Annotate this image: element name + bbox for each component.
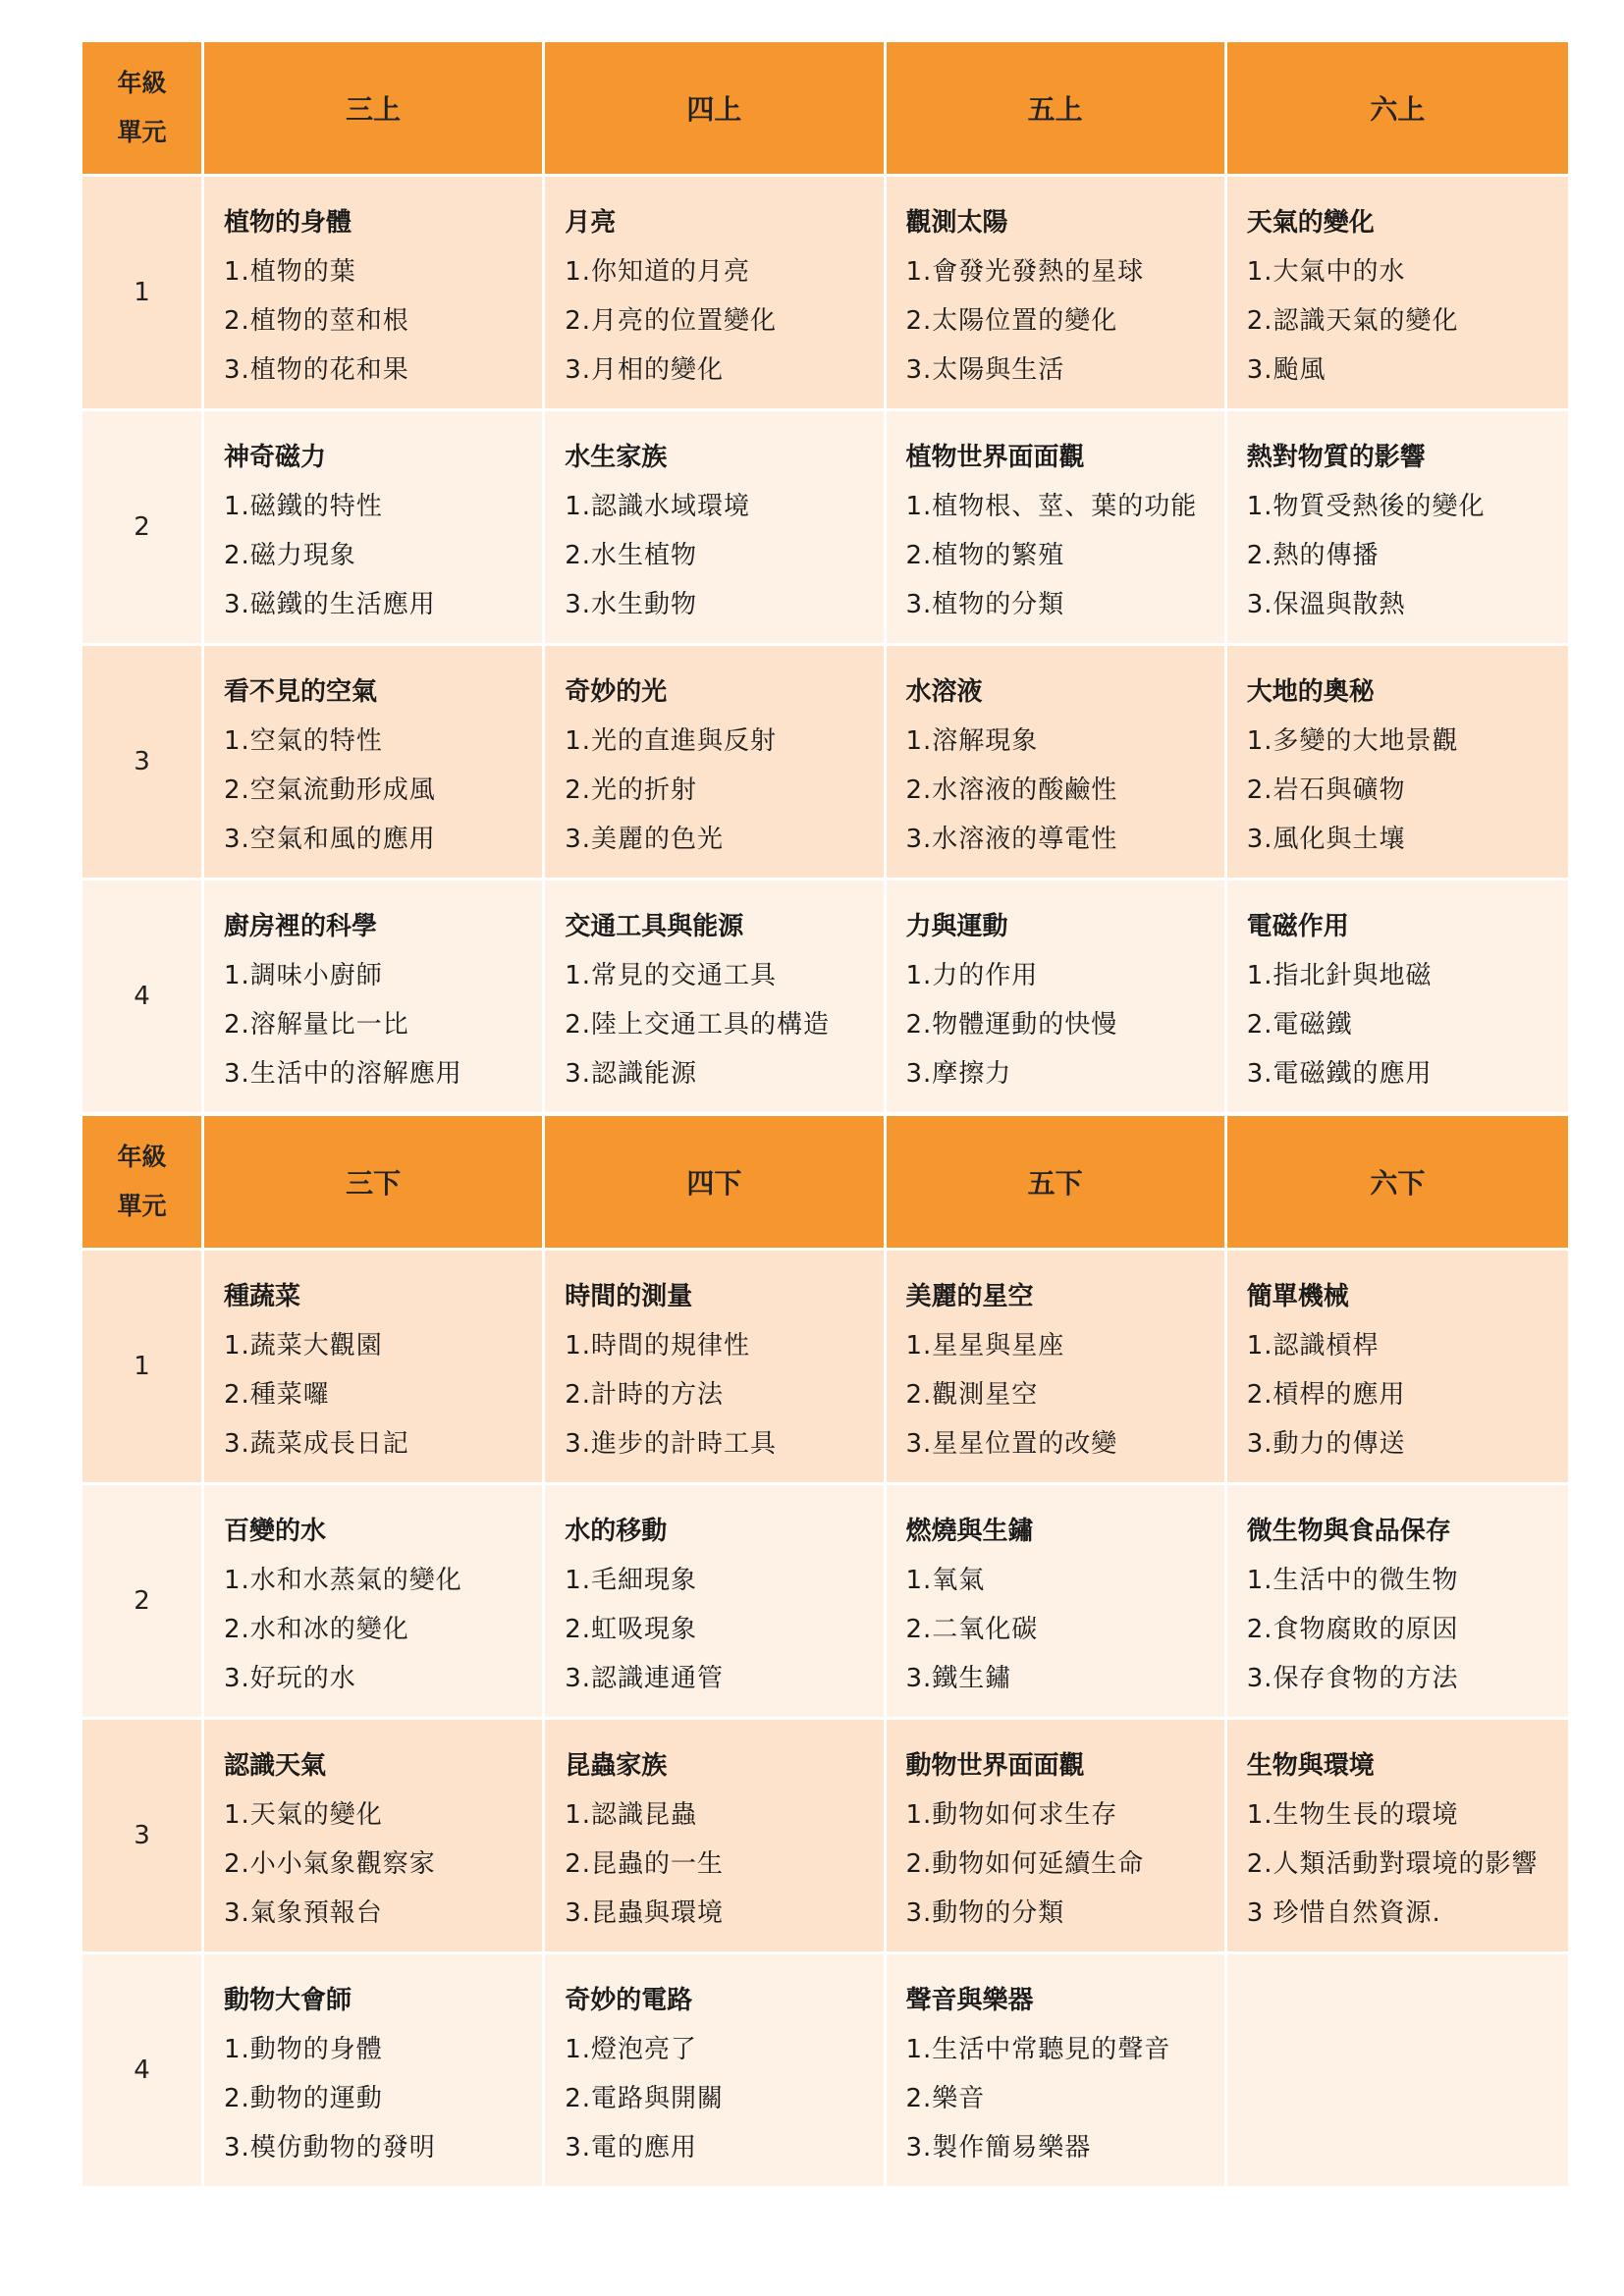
unit-title: 奇妙的光 [565, 677, 668, 707]
unit-cell [1227, 1720, 1568, 1954]
grade-header [545, 42, 886, 177]
unit-row [82, 881, 1568, 1115]
unit-row [82, 177, 1568, 411]
unit-cell [545, 1720, 886, 1954]
unit-item: 2.植物的莖和根 [224, 306, 409, 336]
unit-cell [204, 411, 545, 646]
unit-title: 植物的身體 [224, 208, 352, 238]
unit-row [82, 1251, 1568, 1485]
unit-item: 2.光的折射 [565, 775, 698, 805]
unit-cell [204, 646, 545, 881]
unit-item: 2.認識天氣的變化 [1246, 306, 1459, 336]
unit-item: 3.水溶液的導電性 [905, 825, 1118, 854]
unit-title: 力與運動 [905, 912, 1008, 941]
unit-item: 2.物體運動的快慢 [905, 1010, 1118, 1040]
unit-item: 2.種菜囉 [224, 1380, 330, 1410]
unit-item: 2.溶解量比一比 [224, 1010, 409, 1040]
unit-item: 1.時間的規律性 [565, 1331, 751, 1361]
grade-header [887, 42, 1227, 177]
unit-item: 1.蔬菜大觀園 [224, 1331, 383, 1361]
unit-item: 3.電的應用 [565, 2133, 698, 2163]
unit-title: 月亮 [565, 208, 617, 238]
unit-item: 3.保存食物的方法 [1246, 1664, 1459, 1693]
unit-title: 水的移動 [565, 1517, 668, 1546]
unit-item: 1.氧氣 [905, 1566, 986, 1595]
unit-title: 電磁作用 [1246, 912, 1349, 941]
unit-title: 動物世界面面觀 [905, 1751, 1085, 1781]
unit-item: 3.好玩的水 [224, 1664, 356, 1693]
unit-item: 1.磁鐵的特性 [224, 492, 383, 521]
unit-item: 3.空氣和風的應用 [224, 825, 436, 854]
unit-item: 1.指北針與地磁 [1246, 961, 1433, 990]
unit-row [82, 1954, 1568, 2189]
unit-item: 2.小小氣象觀察家 [224, 1849, 436, 1879]
unit-item: 3.認識能源 [565, 1059, 698, 1089]
unit-item: 2.計時的方法 [565, 1380, 725, 1410]
unit-item: 2.虹吸現象 [565, 1615, 698, 1644]
unit-item: 3.認識連通管 [565, 1664, 725, 1693]
unit-cell [545, 411, 886, 646]
unit-number: 1 [82, 1251, 204, 1485]
unit-item: 2.磁力現象 [224, 541, 356, 570]
unit-item: 1.大氣中的水 [1246, 257, 1406, 287]
grade-header [204, 42, 545, 177]
unit-title: 百變的水 [224, 1517, 327, 1546]
grade-name: 六上 [1370, 93, 1426, 126]
unit-item: 3.磁鐵的生活應用 [224, 590, 436, 619]
grade-label: 年級 [117, 69, 167, 97]
unit-item: 1.認識昆蟲 [565, 1800, 698, 1830]
corner-header [82, 42, 204, 177]
unit-cell [1227, 1251, 1568, 1485]
unit-item: 3 珍惜自然資源. [1246, 1898, 1441, 1928]
unit-item: 2.動物如何延續生命 [905, 1849, 1145, 1879]
unit-item: 1.動物如何求生存 [905, 1800, 1118, 1830]
curriculum-table-second-semester [82, 1116, 1568, 2189]
unit-item: 2.植物的繁殖 [905, 541, 1065, 570]
unit-item: 1.溶解現象 [905, 726, 1039, 756]
unit-item: 1.力的作用 [905, 961, 1039, 990]
unit-item: 1.認識槓桿 [1246, 1331, 1380, 1361]
unit-item: 2.電路與開關 [565, 2084, 725, 2113]
corner-header [82, 1116, 204, 1251]
unit-title: 奇妙的電路 [565, 1986, 693, 2015]
unit-item: 3.水生動物 [565, 590, 698, 619]
unit-cell [887, 1720, 1227, 1954]
unit-cell [887, 411, 1227, 646]
unit-item: 1.燈泡亮了 [565, 2035, 698, 2064]
unit-title: 美麗的星空 [905, 1282, 1034, 1311]
unit-title: 種蔬菜 [224, 1282, 301, 1311]
grade-name: 四下 [686, 1167, 742, 1200]
unit-item: 3.氣象預報台 [224, 1898, 383, 1928]
unit-number: 3 [82, 1720, 204, 1954]
unit-cell [887, 177, 1227, 411]
unit-item: 3.鐵生鏽 [905, 1664, 1012, 1693]
unit-item: 1.水和水蒸氣的變化 [224, 1566, 462, 1595]
unit-number: 4 [82, 1954, 204, 2189]
grade-name: 三下 [346, 1167, 402, 1200]
unit-item: 3.生活中的溶解應用 [224, 1059, 462, 1089]
grade-name: 四上 [686, 93, 742, 126]
unit-item: 1.動物的身體 [224, 2035, 383, 2064]
unit-cell [545, 1251, 886, 1485]
unit-cell [204, 1251, 545, 1485]
grade-label: 年級 [117, 1143, 167, 1171]
unit-item: 3.美麗的色光 [565, 825, 725, 854]
unit-item: 3.製作簡易樂器 [905, 2133, 1092, 2163]
unit-cell [1227, 411, 1568, 646]
unit-item: 3.月相的變化 [565, 355, 725, 385]
unit-item: 1.多變的大地景觀 [1246, 726, 1459, 756]
unit-row [82, 411, 1568, 646]
unit-row [82, 1720, 1568, 1954]
unit-cell [887, 646, 1227, 881]
unit-item: 3.星星位置的改變 [905, 1429, 1118, 1459]
unit-item: 2.月亮的位置變化 [565, 306, 778, 336]
unit-item: 3.蔬菜成長日記 [224, 1429, 409, 1459]
unit-number: 2 [82, 1485, 204, 1720]
unit-cell [887, 1251, 1227, 1485]
unit-cell [887, 1485, 1227, 1720]
unit-item: 2.太陽位置的變化 [905, 306, 1118, 336]
unit-title: 神奇磁力 [224, 443, 327, 472]
unit-cell [545, 177, 886, 411]
grade-header [1227, 42, 1568, 177]
unit-item: 2.岩石與礦物 [1246, 775, 1406, 805]
unit-title: 廚房裡的科學 [224, 912, 378, 941]
unit-row [82, 1485, 1568, 1720]
unit-item: 1.你知道的月亮 [565, 257, 751, 287]
unit-item: 3.植物的花和果 [224, 355, 409, 385]
unit-title: 昆蟲家族 [565, 1751, 668, 1781]
unit-item: 2.動物的運動 [224, 2084, 383, 2113]
unit-cell [204, 881, 545, 1115]
unit-cell [204, 177, 545, 411]
unit-item: 1.生活中常聽見的聲音 [905, 2035, 1171, 2064]
unit-cell [887, 1954, 1227, 2189]
grade-name: 六下 [1370, 1167, 1426, 1200]
unit-item: 2.空氣流動形成風 [224, 775, 436, 805]
unit-title: 動物大會師 [224, 1986, 352, 2015]
unit-item: 1.天氣的變化 [224, 1800, 383, 1830]
unit-item: 2.熱的傳播 [1246, 541, 1380, 570]
unit-item: 3.保溫與散熱 [1246, 590, 1406, 619]
unit-item: 1.調味小廚師 [224, 961, 383, 990]
unit-number: 1 [82, 177, 204, 411]
header-row [82, 1116, 1568, 1251]
grade-header [545, 1116, 886, 1251]
unit-item: 1.認識水域環境 [565, 492, 751, 521]
unit-title: 微生物與食品保存 [1246, 1517, 1451, 1546]
unit-cell [204, 1485, 545, 1720]
unit-row [82, 646, 1568, 881]
unit-item: 2.樂音 [905, 2084, 986, 2113]
unit-title: 交通工具與能源 [565, 912, 744, 941]
unit-cell [1227, 881, 1568, 1115]
unit-title: 觀測太陽 [905, 208, 1008, 238]
unit-title: 大地的奧秘 [1246, 677, 1375, 707]
unit-title: 看不見的空氣 [224, 677, 378, 707]
unit-label: 單元 [117, 118, 167, 146]
grade-name: 五下 [1027, 1167, 1083, 1200]
unit-item: 2.水溶液的酸鹼性 [905, 775, 1118, 805]
unit-item: 1.生活中的微生物 [1246, 1566, 1459, 1595]
unit-cell [1227, 646, 1568, 881]
grade-header [204, 1116, 545, 1251]
unit-item: 2.水和冰的變化 [224, 1615, 409, 1644]
unit-cell [545, 1954, 886, 2189]
unit-item: 1.星星與星座 [905, 1331, 1065, 1361]
unit-item: 2.槓桿的應用 [1246, 1380, 1406, 1410]
unit-title: 簡單機械 [1246, 1282, 1349, 1311]
unit-item: 2.觀測星空 [905, 1380, 1039, 1410]
unit-item: 3.昆蟲與環境 [565, 1898, 725, 1928]
unit-cell [1227, 177, 1568, 411]
unit-title: 天氣的變化 [1246, 208, 1375, 238]
unit-item: 3.太陽與生活 [905, 355, 1065, 385]
unit-title: 聲音與樂器 [905, 1986, 1034, 2015]
unit-title: 認識天氣 [224, 1751, 327, 1781]
unit-cell [545, 1485, 886, 1720]
unit-item: 3.植物的分類 [905, 590, 1065, 619]
unit-item: 3.電磁鐵的應用 [1246, 1059, 1433, 1089]
unit-number: 3 [82, 646, 204, 881]
unit-item: 3.動物的分類 [905, 1898, 1065, 1928]
unit-item: 2.電磁鐵 [1246, 1010, 1353, 1040]
unit-item: 2.陸上交通工具的構造 [565, 1010, 831, 1040]
unit-item: 2.食物腐敗的原因 [1246, 1615, 1459, 1644]
unit-cell [1227, 1485, 1568, 1720]
unit-cell-empty [1227, 1954, 1568, 2189]
unit-cell [204, 1954, 545, 2189]
header-row [82, 42, 1568, 177]
unit-item: 1.毛細現象 [565, 1566, 698, 1595]
unit-title: 燃燒與生鏽 [905, 1517, 1034, 1546]
unit-item: 2.水生植物 [565, 541, 698, 570]
unit-number: 2 [82, 411, 204, 646]
unit-number: 4 [82, 881, 204, 1115]
grade-header [1227, 1116, 1568, 1251]
unit-item: 3.模仿動物的發明 [224, 2133, 436, 2163]
grade-header [887, 1116, 1227, 1251]
unit-label: 單元 [117, 1192, 167, 1220]
unit-item: 3.動力的傳送 [1246, 1429, 1406, 1459]
unit-item: 3.風化與土壤 [1246, 825, 1406, 854]
unit-title: 時間的測量 [565, 1282, 693, 1311]
unit-title: 熱對物質的影響 [1246, 443, 1426, 472]
unit-item: 3.進步的計時工具 [565, 1429, 778, 1459]
unit-item: 3.摩擦力 [905, 1059, 1012, 1089]
grade-name: 三上 [346, 93, 402, 126]
unit-item: 2.人類活動對環境的影響 [1246, 1849, 1539, 1879]
unit-cell [545, 646, 886, 881]
unit-item: 1.會發光發熱的星球 [905, 257, 1145, 287]
unit-item: 1.生物生長的環境 [1246, 1800, 1459, 1830]
unit-item: 1.光的直進與反射 [565, 726, 778, 756]
unit-item: 1.植物根、莖、葉的功能 [905, 492, 1198, 521]
unit-cell [545, 881, 886, 1115]
unit-item: 2.二氧化碳 [905, 1615, 1039, 1644]
curriculum-table-first-semester [82, 42, 1568, 1115]
unit-title: 植物世界面面觀 [905, 443, 1085, 472]
unit-item: 1.空氣的特性 [224, 726, 383, 756]
unit-cell [204, 1720, 545, 1954]
unit-cell [887, 881, 1227, 1115]
unit-title: 生物與環境 [1246, 1751, 1375, 1781]
unit-title: 水生家族 [565, 443, 668, 472]
grade-name: 五上 [1027, 93, 1083, 126]
unit-item: 1.植物的葉 [224, 257, 356, 287]
unit-item: 1.物質受熱後的變化 [1246, 492, 1486, 521]
unit-title: 水溶液 [905, 677, 983, 707]
unit-item: 3.颱風 [1246, 355, 1326, 385]
unit-item: 1.常見的交通工具 [565, 961, 778, 990]
unit-item: 2.昆蟲的一生 [565, 1849, 725, 1879]
